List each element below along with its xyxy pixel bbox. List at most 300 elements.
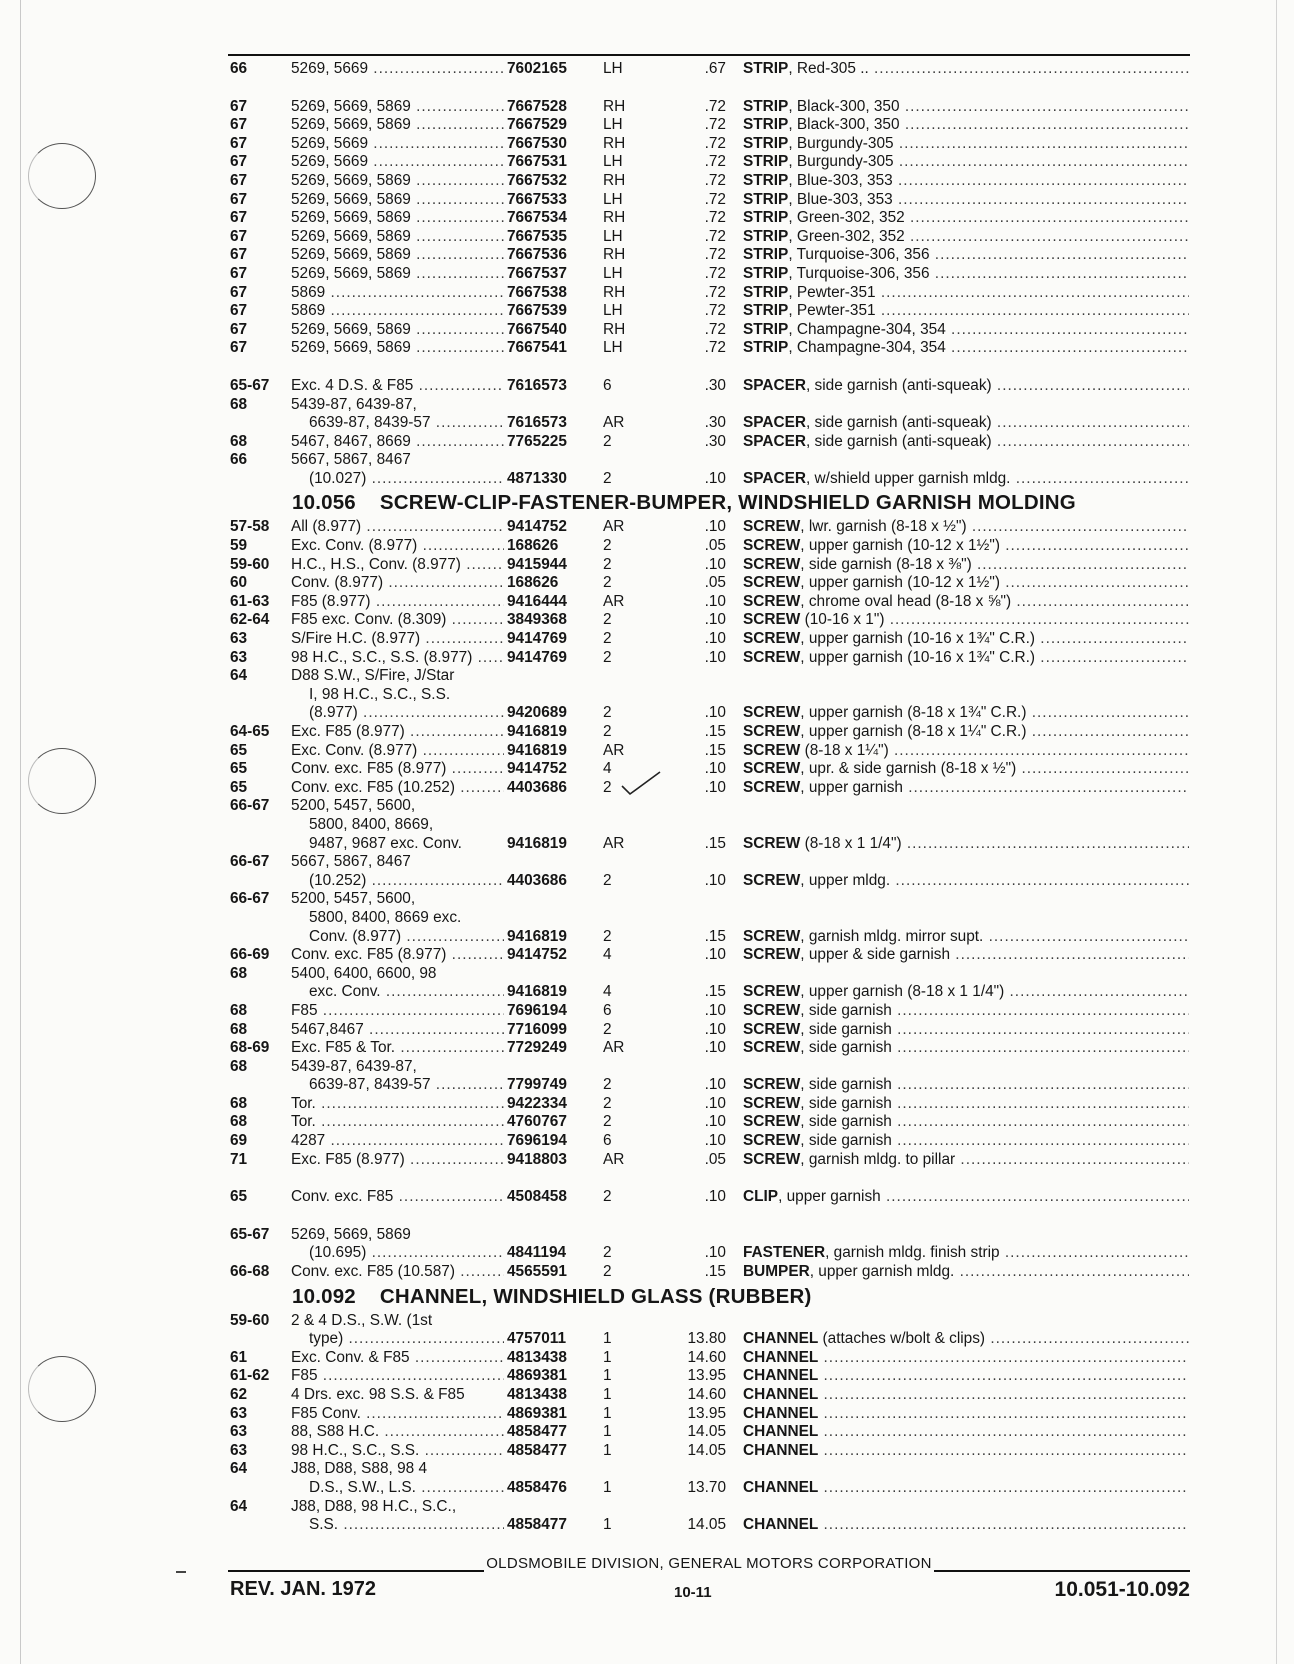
year-cell: 65 — [230, 778, 248, 796]
part-number-cell: 4757011 — [507, 1330, 567, 1348]
screw-clip-entries — [0, 518, 1294, 1281]
quantity-cell: AR — [603, 414, 625, 432]
part-detail: , Blue-303, 353 — [788, 171, 893, 189]
part-number-cell: 4403686 — [507, 871, 567, 889]
description-cell — [743, 191, 1189, 210]
model-cell — [291, 742, 504, 761]
year-cell: 63 — [230, 1423, 248, 1441]
quantity-cell: 1 — [603, 1404, 612, 1422]
price-cell: .72 — [704, 190, 726, 208]
part-name: SPACER — [743, 432, 806, 450]
description-text — [743, 1021, 1189, 1038]
table-row — [0, 593, 1294, 612]
part-name: SCREW — [743, 1132, 801, 1150]
part-detail: , garnish mldg. finish strip — [825, 1244, 1000, 1262]
model-text: Conv. (8.977) ..... — [309, 928, 504, 945]
part-number-cell: 168626 — [507, 574, 559, 592]
part-detail: , upper & side garnish — [800, 946, 951, 964]
description-cell — [743, 1132, 1189, 1151]
quantity-cell: AR — [603, 518, 625, 536]
table-row — [0, 321, 1294, 340]
price-cell: .72 — [704, 283, 726, 301]
description-cell — [743, 1002, 1189, 1021]
quantity-cell: 1 — [603, 1367, 612, 1385]
model-cell — [291, 1312, 504, 1331]
quantity-cell: AR — [603, 592, 625, 610]
quantity-cell: 2 — [603, 611, 612, 629]
description-text — [743, 1442, 1189, 1459]
table-row — [0, 983, 1294, 1002]
description-text — [743, 377, 1189, 394]
part-name: SCREW — [743, 648, 801, 666]
description-cell — [743, 872, 1189, 891]
description-text — [743, 172, 1189, 189]
quantity-cell: 2 — [603, 1076, 612, 1094]
price-cell: .15 — [704, 1263, 726, 1281]
part-number-cell: 7667529 — [507, 116, 567, 134]
quantity-cell: 6 — [603, 376, 612, 394]
model-text: Exc. Conv. & F85 ..... — [291, 1349, 504, 1366]
part-name: SCREW — [743, 630, 801, 648]
table-row — [0, 872, 1294, 891]
model-text: F85 ..... — [291, 1367, 504, 1384]
part-name: SCREW — [743, 611, 801, 629]
description-cell — [743, 302, 1189, 321]
quantity-cell: 2 — [603, 778, 612, 796]
description-cell — [743, 1076, 1189, 1095]
year-cell: 68 — [230, 1113, 248, 1131]
quantity-cell: 2 — [603, 1188, 612, 1206]
description-cell — [743, 649, 1189, 668]
year-cell: 64 — [230, 1460, 248, 1478]
part-name: CHANNEL — [743, 1441, 819, 1459]
model-text: 6639-87, 8439-57 ..... — [309, 1076, 504, 1093]
table-row — [0, 191, 1294, 210]
year-cell: 62 — [230, 1386, 248, 1403]
quantity-cell: LH — [603, 190, 623, 208]
description-cell — [743, 928, 1189, 947]
model-cell — [291, 667, 504, 686]
model-text: 5200, 5457, 5600, — [291, 890, 416, 908]
quantity-cell: 4 — [603, 946, 612, 964]
part-name: STRIP — [743, 339, 789, 357]
table-row — [0, 60, 1294, 79]
price-cell: .72 — [704, 264, 726, 282]
part-number-cell: 9414769 — [507, 630, 567, 648]
description-text — [743, 649, 1189, 666]
part-number-cell: 7696194 — [507, 1132, 567, 1150]
model-cell — [291, 172, 504, 191]
table-row — [0, 228, 1294, 247]
parts-list — [0, 60, 1294, 1535]
quantity-cell: LH — [603, 264, 623, 282]
part-number-cell: 9418803 — [507, 1150, 567, 1168]
table-row — [0, 853, 1294, 872]
table-row — [0, 339, 1294, 358]
price-cell: .72 — [704, 171, 726, 189]
part-number-cell: 4841194 — [507, 1244, 567, 1262]
part-name: STRIP — [743, 153, 789, 171]
model-cell — [291, 414, 504, 433]
part-number-cell: 7667533 — [507, 190, 567, 208]
price-cell: .10 — [704, 630, 726, 648]
part-name: SCREW — [743, 983, 801, 1001]
part-number-cell: 7667535 — [507, 227, 567, 245]
price-cell: .72 — [704, 302, 726, 320]
part-detail: , lwr. garnish (8-18 x ½") — [800, 518, 967, 536]
part-number-cell: 7667540 — [507, 320, 567, 338]
part-detail: , Black-300, 350 — [788, 97, 900, 115]
year-cell: 67 — [230, 209, 248, 227]
year-cell: 71 — [230, 1150, 248, 1168]
model-cell — [291, 302, 504, 321]
quantity-cell: 1 — [603, 1441, 612, 1459]
year-cell: 67 — [230, 283, 248, 301]
quantity-cell: 1 — [603, 1330, 612, 1348]
description-text — [743, 518, 1189, 535]
model-cell — [291, 649, 504, 668]
model-cell — [291, 797, 504, 816]
description-text — [743, 835, 1189, 852]
year-cell: 68 — [230, 1001, 248, 1019]
model-cell — [291, 779, 504, 798]
year-cell: 65-67 — [230, 1225, 270, 1243]
part-number-cell: 9416819 — [507, 927, 567, 945]
part-name: STRIP — [743, 246, 789, 264]
part-detail: , chrome oval head (8-18 x ⅝") — [800, 592, 1012, 610]
channel-entries — [0, 1312, 1294, 1535]
part-name: STRIP — [743, 190, 789, 208]
part-name: STRIP — [743, 283, 789, 301]
table-row — [0, 1498, 1294, 1517]
table-row — [0, 667, 1294, 686]
model-text: 5269, 5669 ..... — [291, 153, 504, 170]
top-rule — [228, 54, 1190, 56]
description-text — [743, 60, 1189, 77]
quantity-cell: AR — [603, 1150, 625, 1168]
part-detail: , upper garnish (10-16 x 1¾" C.R.) — [800, 648, 1036, 666]
row-spacer — [0, 1207, 1294, 1226]
description-text — [743, 1039, 1189, 1056]
description-cell — [743, 1386, 1189, 1405]
row-spacer — [0, 1169, 1294, 1188]
description-text — [743, 153, 1189, 170]
part-detail: , Champagne-304, 354 — [788, 339, 946, 357]
part-number-cell: 7616573 — [507, 414, 567, 432]
quantity-cell: LH — [603, 302, 623, 320]
description-text — [743, 983, 1189, 1000]
part-name: SCREW — [743, 1150, 801, 1168]
page-number: 10-11 — [674, 1584, 712, 1601]
year-cell: 66-68 — [230, 1263, 270, 1281]
model-cell — [291, 191, 504, 210]
part-name: SCREW — [743, 518, 801, 536]
model-text: Exc. Conv. (8.977) ..... — [291, 537, 504, 554]
part-name: SCREW — [743, 946, 801, 964]
part-name: SCREW — [743, 1113, 801, 1131]
description-text — [743, 433, 1189, 450]
table-row — [0, 1479, 1294, 1498]
year-cell: 66-69 — [230, 946, 270, 964]
section-title-10-092 — [0, 1282, 1294, 1312]
table-row — [0, 611, 1294, 630]
quantity-cell: LH — [603, 339, 623, 357]
model-cell — [291, 1479, 504, 1498]
model-cell — [291, 1039, 504, 1058]
description-cell — [743, 723, 1189, 742]
part-detail: , side garnish — [800, 1076, 892, 1094]
part-detail: , upper garnish (8-18 x 1¾" C.R.) — [800, 704, 1027, 722]
description-cell — [743, 284, 1189, 303]
part-number-cell: 4508458 — [507, 1188, 567, 1206]
price-cell: .10 — [704, 518, 726, 536]
price-cell: .15 — [704, 983, 726, 1001]
model-text: exc. Conv. ..... — [309, 983, 504, 1000]
model-text: Exc. Conv. (8.977) ..... — [291, 742, 504, 759]
description-text — [743, 779, 1189, 796]
year-cell: 63 — [230, 648, 248, 666]
model-text: Exc. F85 (8.977) ..... — [291, 1151, 504, 1168]
part-name: SPACER — [743, 469, 806, 487]
part-name: STRIP — [743, 171, 789, 189]
model-cell — [291, 209, 504, 228]
price-cell: .10 — [704, 1094, 726, 1112]
description-cell — [743, 1349, 1189, 1368]
model-cell — [291, 537, 504, 556]
part-name: SCREW — [743, 871, 801, 889]
price-cell: 13.95 — [687, 1367, 726, 1385]
model-text: J88, D88, S88, 98 4 — [291, 1460, 428, 1478]
price-cell: .72 — [704, 97, 726, 115]
description-text — [743, 414, 1189, 431]
price-cell: .10 — [704, 1039, 726, 1057]
part-number-cell: 4858477 — [507, 1423, 567, 1441]
part-detail: , garnish mldg. mirror supt. — [800, 927, 984, 945]
price-cell: .10 — [704, 1001, 726, 1019]
part-name: STRIP — [743, 227, 789, 245]
price-cell: .05 — [704, 537, 726, 555]
description-cell — [743, 1442, 1189, 1461]
description-text — [743, 1516, 1189, 1533]
table-row — [0, 704, 1294, 723]
model-cell — [291, 433, 504, 452]
part-name: CHANNEL — [743, 1516, 819, 1534]
quantity-cell: LH — [603, 153, 623, 171]
model-text: 6639-87, 8439-57 ..... — [309, 414, 504, 431]
description-text — [743, 946, 1189, 963]
part-detail: , Green-302, 352 — [788, 227, 905, 245]
price-cell: .10 — [704, 469, 726, 487]
model-text: F85 ..... — [291, 1002, 504, 1019]
quantity-cell: 2 — [603, 723, 612, 740]
description-text — [743, 1479, 1189, 1496]
model-cell — [291, 1423, 504, 1442]
quantity-cell: 1 — [603, 1386, 612, 1403]
model-text: 5269, 5669, 5869 ..... — [291, 321, 504, 338]
part-name: SCREW — [743, 1001, 801, 1019]
year-cell: 67 — [230, 171, 248, 189]
description-cell — [743, 153, 1189, 172]
description-text — [743, 1132, 1189, 1149]
model-cell — [291, 593, 504, 612]
part-name: STRIP — [743, 134, 789, 152]
year-cell: 65 — [230, 1188, 248, 1206]
price-cell: .10 — [704, 1132, 726, 1150]
description-cell — [743, 228, 1189, 247]
part-number-cell: 4403686 — [507, 778, 567, 796]
model-text: Conv. exc. F85 (8.977) ..... — [291, 946, 504, 963]
part-detail: , upr. & side garnish (8-18 x ½") — [800, 760, 1017, 778]
model-cell — [291, 1498, 504, 1517]
model-cell — [291, 1263, 504, 1282]
quantity-cell: AR — [603, 834, 625, 852]
description-cell — [743, 1405, 1189, 1424]
quantity-cell: 2 — [603, 1263, 612, 1281]
part-name: SCREW — [743, 834, 801, 852]
part-number-cell: 9422334 — [507, 1094, 567, 1112]
part-number-cell: 9416819 — [507, 983, 567, 1001]
model-cell — [291, 890, 504, 909]
table-row — [0, 1367, 1294, 1386]
model-cell — [291, 228, 504, 247]
description-text — [743, 228, 1189, 245]
model-text: 98 H.C., S.C., S.S. ..... — [291, 1442, 504, 1459]
part-name: SCREW — [743, 592, 801, 610]
description-cell — [743, 1263, 1189, 1282]
part-number-cell: 9420689 — [507, 704, 567, 722]
part-detail: (8-18 x 1 1/4") — [800, 834, 902, 852]
table-row — [0, 433, 1294, 452]
quantity-cell: 1 — [603, 1478, 612, 1496]
description-cell — [743, 593, 1189, 612]
model-text: 88, S88 H.C. ..... — [291, 1423, 504, 1440]
model-cell — [291, 1058, 504, 1077]
year-cell: 67 — [230, 302, 248, 320]
description-text — [743, 537, 1189, 554]
part-name: SCREW — [743, 1076, 801, 1094]
table-row — [0, 265, 1294, 284]
part-detail: , upper garnish (10-12 x 1½") — [800, 574, 1000, 592]
description-cell — [743, 209, 1189, 228]
part-name: STRIP — [743, 209, 789, 227]
part-name: CHANNEL — [743, 1478, 819, 1496]
year-cell: 63 — [230, 1441, 248, 1459]
part-number-cell: 168626 — [507, 537, 559, 555]
quantity-cell: LH — [603, 60, 623, 77]
model-cell — [291, 451, 504, 470]
model-text: 98 H.C., S.C., S.S. (8.977) ..... — [291, 649, 504, 666]
model-text: 5439-87, 6439-87, — [291, 1057, 417, 1075]
table-row — [0, 1405, 1294, 1424]
part-detail: , garnish mldg. to pillar — [800, 1150, 956, 1168]
table-row — [0, 209, 1294, 228]
year-cell: 69 — [230, 1132, 248, 1150]
model-cell — [291, 1113, 504, 1132]
model-text: 4287 ..... — [291, 1132, 504, 1149]
part-detail: , side garnish (anti-squeak) — [806, 376, 992, 394]
model-text: 5439-87, 6439-87, — [291, 395, 417, 413]
model-text: Tor. ..... — [291, 1095, 504, 1112]
price-cell: .72 — [704, 116, 726, 134]
table-row — [0, 686, 1294, 705]
quantity-cell: 2 — [603, 1244, 612, 1262]
part-number-cell: 7667536 — [507, 246, 567, 264]
part-name: SCREW — [743, 555, 801, 573]
quantity-cell: RH — [603, 320, 626, 338]
description-cell — [743, 835, 1189, 854]
model-cell — [291, 1095, 504, 1114]
part-name: STRIP — [743, 320, 789, 338]
price-cell: .15 — [704, 927, 726, 945]
price-cell: .15 — [704, 834, 726, 852]
part-detail: , upper mldg. — [800, 871, 891, 889]
year-cell: 67 — [230, 264, 248, 282]
description-cell — [743, 470, 1189, 489]
description-cell — [743, 321, 1189, 340]
quantity-cell: RH — [603, 134, 626, 152]
description-cell — [743, 983, 1189, 1002]
part-detail: , side garnish (anti-squeak) — [806, 414, 992, 432]
description-text — [743, 302, 1189, 319]
part-number-cell: 7667532 — [507, 171, 567, 189]
model-cell — [291, 1076, 504, 1095]
model-text: 9487, 9687 exc. Conv. — [309, 834, 462, 852]
model-cell — [291, 153, 504, 172]
model-text: type) ..... — [309, 1330, 504, 1347]
model-text: F85 exc. Conv. (8.309) ..... — [291, 611, 504, 628]
price-cell: .10 — [704, 648, 726, 666]
part-name: STRIP — [743, 97, 789, 115]
year-cell: 61-63 — [230, 592, 270, 610]
part-detail: (8-18 x 1¼") — [800, 741, 889, 759]
description-text — [743, 1386, 1189, 1403]
description-text — [743, 760, 1189, 777]
part-number-cell: 7716099 — [507, 1020, 567, 1038]
part-number-cell: 4871330 — [507, 469, 567, 487]
model-text: 2 & 4 D.S., S.W. (1st — [291, 1311, 433, 1329]
quantity-cell: AR — [603, 1039, 625, 1057]
quantity-cell: 6 — [603, 1001, 612, 1019]
model-text: 5269, 5669, 5869 ..... — [291, 98, 504, 115]
model-text: Tor. ..... — [291, 1113, 504, 1130]
part-name: SCREW — [743, 760, 801, 778]
quantity-cell: RH — [603, 246, 626, 264]
price-cell: .10 — [704, 592, 726, 610]
year-cell: 59-60 — [230, 1311, 270, 1329]
model-cell — [291, 928, 504, 947]
table-row — [0, 1516, 1294, 1535]
handwritten-checkmark-icon — [620, 770, 662, 796]
price-cell: 14.05 — [687, 1516, 726, 1534]
margin-mark — [176, 1571, 186, 1573]
table-row — [0, 1226, 1294, 1245]
model-text: Conv. exc. F85 (10.587) ..... — [291, 1263, 504, 1280]
model-text: Conv. exc. F85 (10.252) ..... — [291, 779, 504, 796]
quantity-cell: 2 — [603, 630, 612, 648]
quantity-cell: LH — [603, 116, 623, 134]
part-name: STRIP — [743, 116, 789, 134]
description-text — [743, 1113, 1189, 1130]
part-detail: , side garnish (8-18 x ⅜") — [800, 555, 972, 573]
section-range: 10.051-10.092 — [1054, 1578, 1190, 1601]
quantity-cell: 6 — [603, 1132, 612, 1150]
part-detail: , upper garnish — [800, 778, 903, 796]
model-text: S.S. ..... — [309, 1516, 504, 1533]
quantity-cell: RH — [603, 97, 626, 115]
year-cell: 57-58 — [230, 518, 270, 536]
table-row — [0, 1076, 1294, 1095]
table-row — [0, 797, 1294, 816]
